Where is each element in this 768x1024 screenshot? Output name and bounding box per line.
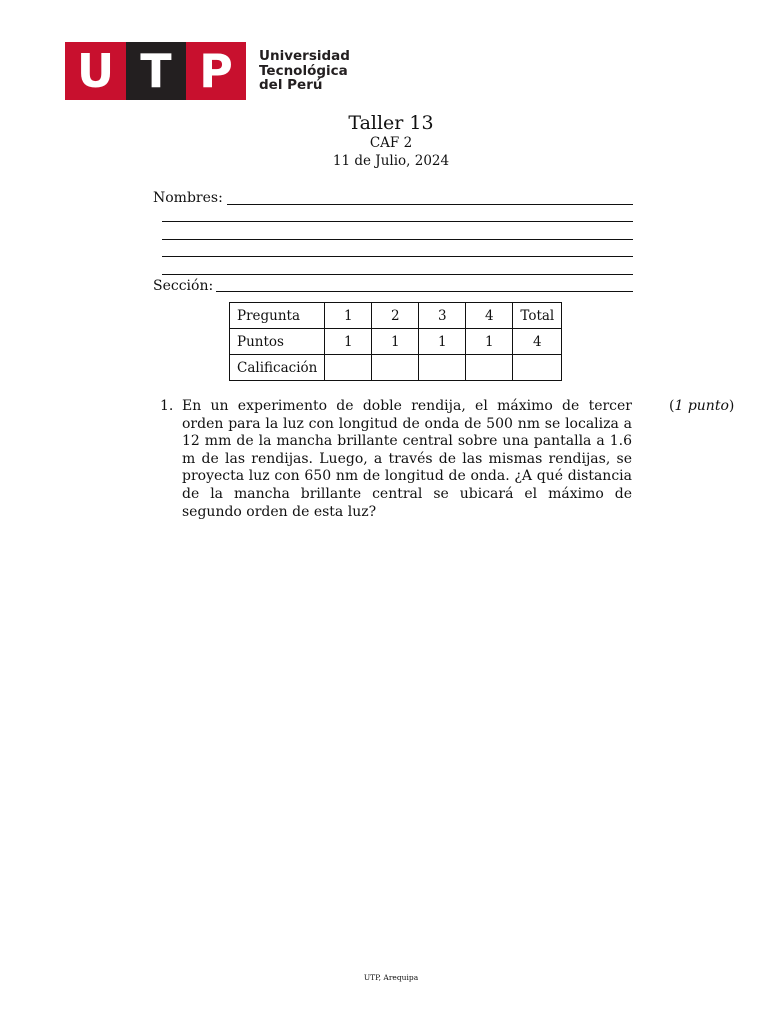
table-cell: 4 <box>513 329 562 355</box>
score-table <box>229 302 562 381</box>
table-cell: Total <box>513 303 562 329</box>
table-row-grade <box>230 355 562 381</box>
table-cell: 2 <box>372 303 419 329</box>
grade-cell[interactable] <box>325 355 372 381</box>
table-cell: 1 <box>325 303 372 329</box>
table-row-header <box>230 303 562 329</box>
points-value: 1 punto <box>674 398 729 414</box>
section-label: Sección: <box>153 278 214 294</box>
names-field-line-4[interactable] <box>162 256 633 257</box>
table-row-points <box>230 329 562 355</box>
logo-letter-t: T <box>126 42 186 100</box>
page-title: Taller 13 <box>348 112 434 134</box>
grade-cell[interactable] <box>419 355 466 381</box>
table-cell: Puntos <box>230 329 325 355</box>
question-number: 1. <box>160 398 174 414</box>
names-field-line-2[interactable] <box>162 221 633 222</box>
grade-cell[interactable] <box>513 355 562 381</box>
table-cell: 1 <box>466 329 513 355</box>
grade-cell[interactable] <box>372 355 419 381</box>
table-cell: 1 <box>325 329 372 355</box>
table-cell: Pregunta <box>230 303 325 329</box>
exam-date: 11 de Julio, 2024 <box>332 153 450 169</box>
utp-logo <box>65 42 350 100</box>
names-field-line-5[interactable] <box>162 274 633 275</box>
logo-line-1: Universidad <box>259 48 350 64</box>
section-field-line[interactable] <box>216 291 633 292</box>
table-cell: Calificación <box>230 355 325 381</box>
grade-cell[interactable] <box>466 355 513 381</box>
points-paren-open: ( <box>669 398 675 414</box>
question-text: En un experimento de doble rendija, el máximo de tercer orden para la luz con longitud de onda de 500 nm se localiza a 12 mm de la mancha brillante central sobre una pantalla a 1.6 m de las rendijas. Luego, a través de las mismas rendijas, se proyecta luz con 650 nm de longitud de onda. ¿A qué distancia de la mancha brillante central se ubicará el máximo de segundo orden de esta luz? <box>182 398 632 520</box>
table-cell: 3 <box>419 303 466 329</box>
table-cell: 4 <box>466 303 513 329</box>
logo-letter-u: U <box>65 42 126 100</box>
names-field-line-3[interactable] <box>162 239 633 240</box>
points-paren-close: ) <box>728 398 735 414</box>
table-cell: 1 <box>419 329 466 355</box>
page-footer: UTP, Arequipa <box>363 973 419 982</box>
question-points <box>669 398 734 414</box>
logo-line-3: del Perú <box>259 77 323 93</box>
names-field-line-1[interactable] <box>227 204 633 205</box>
names-label: Nombres: <box>153 190 223 206</box>
logo-letter-p: P <box>186 42 246 100</box>
course-code: CAF 2 <box>369 135 413 151</box>
logo-line-2: Tecnológica <box>259 62 348 79</box>
logo-wordmark <box>259 49 350 93</box>
table-cell: 1 <box>372 329 419 355</box>
